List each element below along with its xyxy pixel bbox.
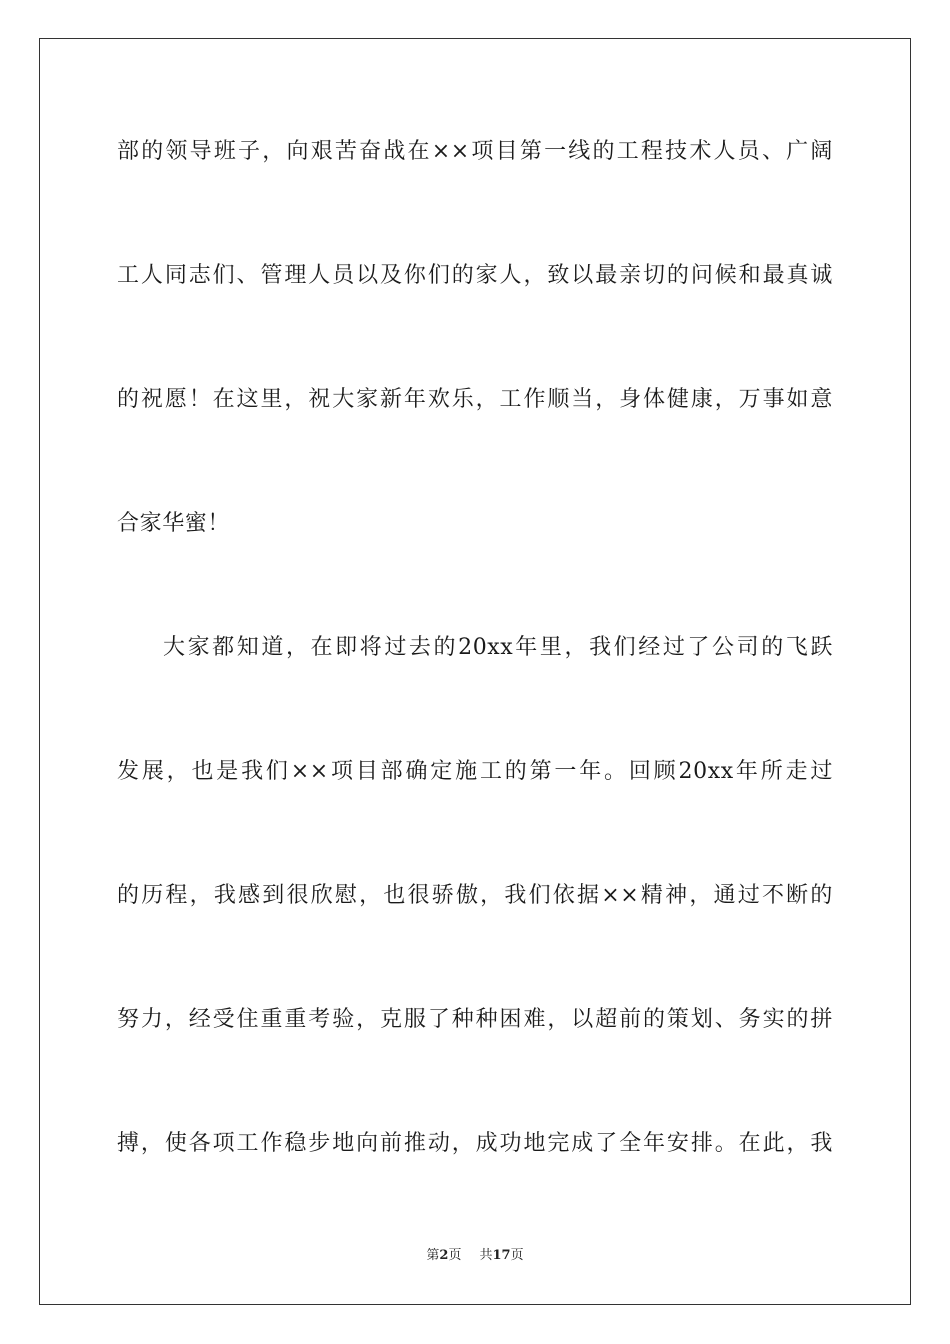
body-line-1: 部的领导班子，向艰苦奋战在××项目第一线的工程技术人员、广阔 bbox=[117, 139, 833, 164]
footer-total-suffix: 页 bbox=[510, 1248, 524, 1263]
body-line-4: 合家华蜜！ bbox=[117, 511, 231, 536]
body-line-7: 的历程，我感到很欣慰，也很骄傲，我们依据××精神，通过不断的 bbox=[117, 883, 833, 908]
body-line-5: 大家都知道，在即将过去的20xx年里，我们经过了公司的飞跃 bbox=[163, 635, 833, 660]
footer-page-prefix: 第 bbox=[426, 1248, 440, 1263]
body-line-8: 努力，经受住重重考验，克服了种种困难，以超前的策划、务实的拼 bbox=[117, 1007, 833, 1032]
footer-page-suffix: 页 bbox=[448, 1248, 462, 1263]
footer-page-number: 2 bbox=[439, 1248, 449, 1263]
body-line-9: 搏，使各项工作稳步地向前推动，成功地完成了全年安排。在此，我 bbox=[117, 1131, 833, 1156]
footer-total-pages: 17 bbox=[492, 1248, 511, 1263]
body-line-2: 工人同志们、管理人员以及你们的家人，致以最亲切的问候和最真诚 bbox=[117, 263, 833, 288]
page-border bbox=[39, 38, 911, 1305]
footer-total-prefix: 共 bbox=[479, 1248, 493, 1263]
body-line-6: 发展，也是我们××项目部确定施工的第一年。回顾20xx年所走过 bbox=[117, 759, 833, 784]
body-line-3: 的祝愿！在这里，祝大家新年欢乐，工作顺当，身体健康，万事如意 bbox=[117, 387, 833, 412]
page-footer bbox=[0, 1247, 950, 1265]
